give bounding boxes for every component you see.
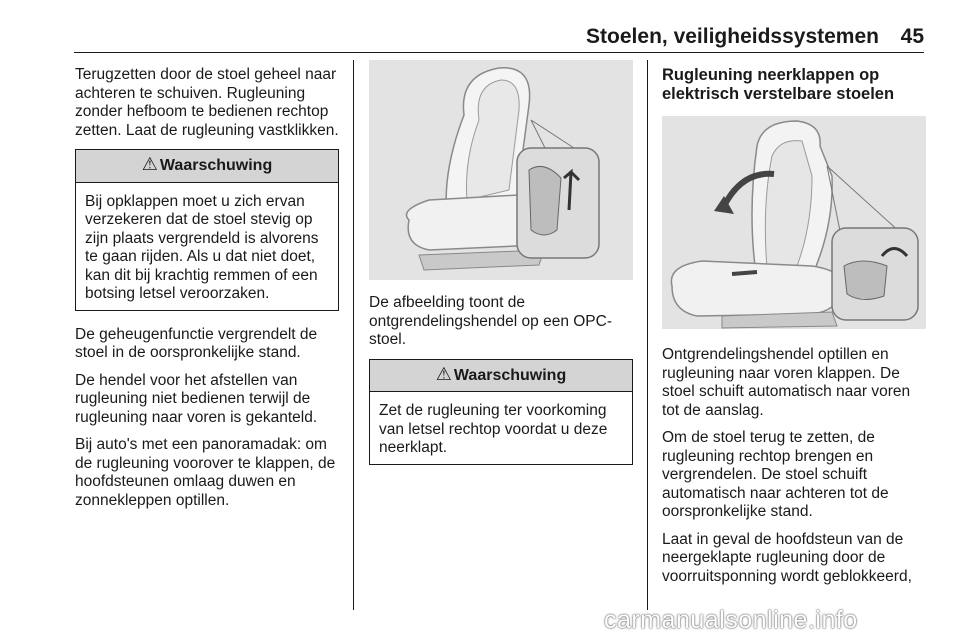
section-heading: Rugleuning neerklappen op elektrisch verstelbare stoelen — [662, 66, 895, 103]
warning-title: Waarschuwing — [159, 157, 273, 174]
warning-box — [75, 149, 339, 311]
warning-header — [76, 150, 338, 183]
electric-seat-illustration — [662, 116, 926, 329]
header-divider — [74, 52, 924, 53]
column-3 — [662, 66, 926, 595]
release-lever — [844, 261, 887, 300]
warning-text: Bij opklappen moet u zich ervan verzekeren dat de stoel stevig op zijn plaats vergrendeld is alvorens te gaan rijden. Als u dat niet doet, kan dit bij krachtig remmen of een botsing letsel veroorzaken. — [85, 192, 319, 302]
slide-arrow-icon — [732, 272, 757, 274]
warning-text: Zet de rugleuning ter voorkoming van letsel rechtop voordat u deze neerklapt. — [379, 402, 608, 456]
paragraph: De geheugenfunctie vergrendelt de stoel in de oorspronkelijke stand. — [75, 325, 318, 361]
seat-cushion — [671, 261, 842, 316]
opc-seat-illustration — [369, 60, 633, 280]
column-2 — [369, 60, 633, 480]
page-title: Stoelen, veiligheidssystemen — [586, 25, 879, 48]
warning-title: Waarschuwing — [453, 366, 567, 384]
watermark-text: carmanualsonline.info — [604, 606, 858, 634]
page-number: 45 — [900, 25, 924, 48]
paragraph: De hendel voor het afstellen van rugleuning niet bedienen terwijl de rugleuning naar voren is gekanteld. — [75, 371, 318, 426]
warning-box — [369, 359, 633, 465]
column-divider-2 — [647, 60, 648, 610]
paragraph: Ontgrendelingshendel optillen en rugleuning naar voren klappen. De stoel schuift automatisch naar voren tot de aanslag. — [662, 346, 911, 419]
release-lever — [529, 166, 561, 235]
figure-caption: De afbeelding toont de ontgrendelingshendel op een OPC-stoel. — [369, 294, 613, 348]
paragraph: Laat in geval de hoofdsteun van de neergeklapte rugleuning door de voorruitsponning wordt geblokkeerd, — [662, 530, 912, 585]
paragraph: Om de stoel terug te zetten, de rugleuning rechtop brengen en vergrendelen. De stoel schuift automatisch naar achteren tot de oorspronkelijke stand. — [662, 429, 889, 520]
column-1 — [75, 66, 339, 519]
paragraph: Bij auto's met een panoramadak: om de rugleuning voorover te klappen, de hoofdsteunen omlaag duwen en zonnekleppen optillen. — [75, 436, 336, 509]
intro-paragraph: Terugzetten door de stoel geheel naar achteren te schuiven. Rugleuning zonder hefboom te bedienen rechtop zetten. Laat de rugleuning vastklikken. — [75, 66, 339, 139]
column-divider-1 — [353, 60, 354, 610]
warning-header — [370, 360, 632, 393]
warning-triangle-icon: ⚠ — [141, 154, 158, 174]
warning-triangle-icon: ⚠ — [435, 363, 452, 384]
